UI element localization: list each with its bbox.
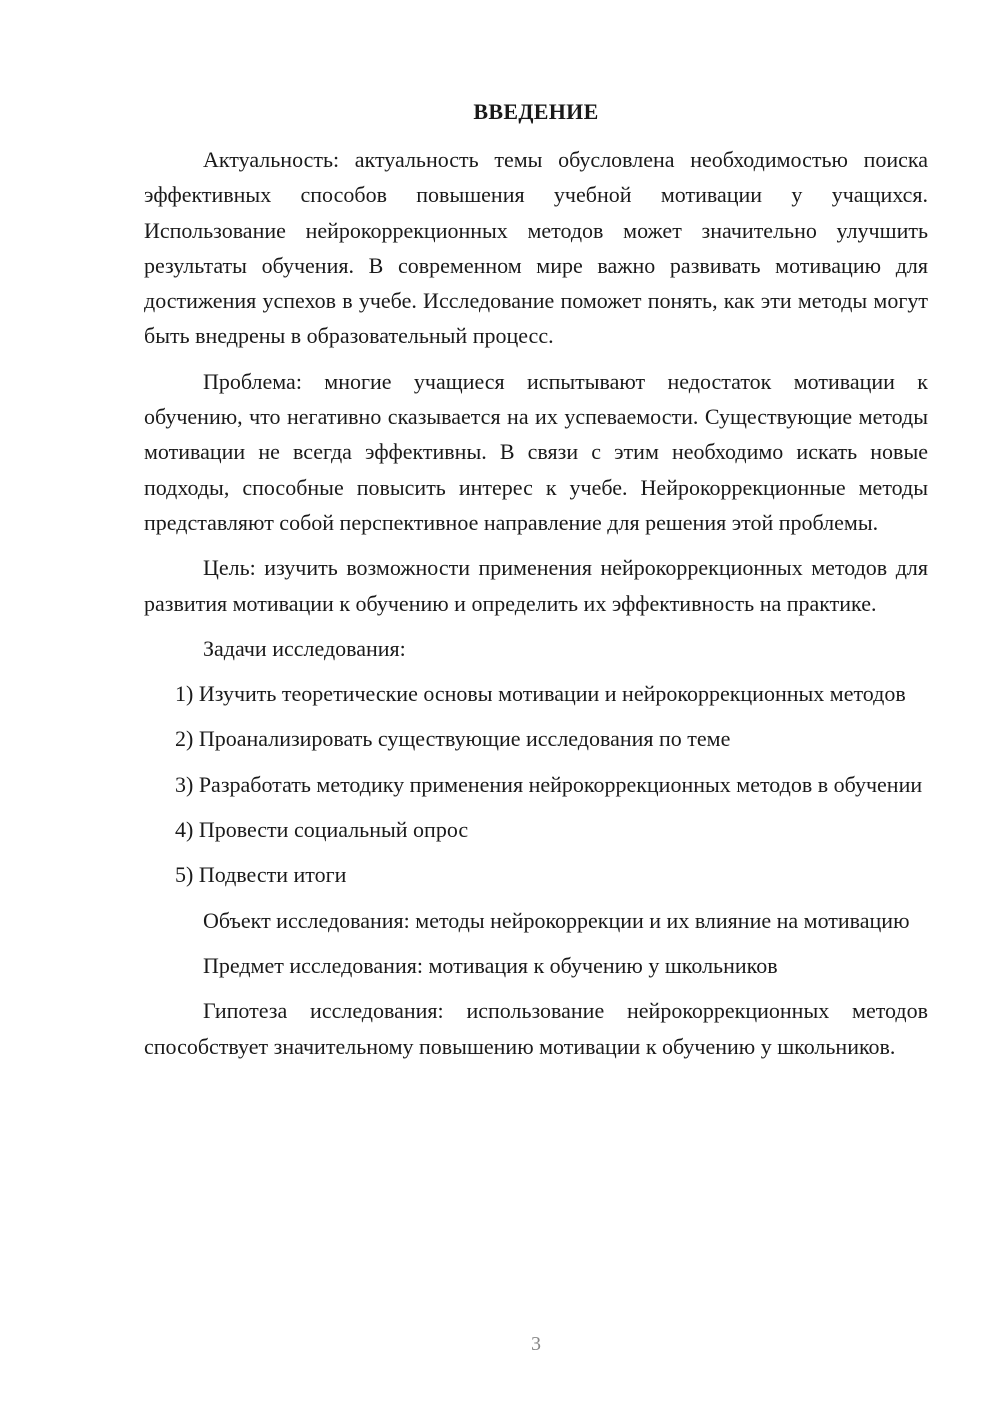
page-title: ВВЕДЕНИЕ (473, 99, 599, 124)
task-item-1: 1) Изучить теоретические основы мотивации и нейрокоррекционных методов (175, 681, 906, 707)
task-item-4: 4) Провести социальный опрос (175, 817, 469, 843)
tasks-heading: Задачи исследования: (203, 635, 406, 661)
relevance-paragraph: Актуальность: актуальность темы обусловлена необходимостью поиска эффективных способов повышения учебной мотивации у учащихся. Использование нейрокоррекционных методов может значительно улучшить результаты обучения. В современном мире важно развивать мотивацию для достижения успехов в учебе. Исследование поможет понять, как эти методы могут быть внедрены в образовательный процесс. (144, 147, 928, 349)
page-number: 3 (531, 1333, 541, 1355)
problem-paragraph: Проблема: многие учащиеся испытывают недостаток мотивации к обучению, что негативно сказывается на их успеваемости. Существующие методы мотивации не всегда эффективны. В связи с этим необходимо искать новые подходы, способные повысить интерес к учебе. Нейрокоррекционные методы представляют собой перспективное направление для решения этой проблемы. (144, 368, 928, 535)
hypothesis-paragraph: Гипотеза исследования: использование нейрокоррекционных методов способствует значительному повышению мотивации к обучению у школьников. (144, 998, 928, 1059)
task-item-2: 2) Проанализировать существующие исследования по теме (175, 726, 731, 752)
task-item-5: 5) Подвести итоги (175, 862, 347, 888)
object-paragraph: Объект исследования: методы нейрокоррекции и их влияние на мотивацию (203, 907, 910, 933)
subject-paragraph: Предмет исследования: мотивация к обучению у школьников (203, 952, 778, 978)
body-text (144, 142, 928, 1074)
goal-paragraph: Цель: изучить возможности применения нейрокоррекционных методов для развития мотивации к обучению и определить их эффективность на практике. (144, 555, 928, 616)
task-item-3: 3) Разработать методику применения нейрокоррекционных методов в обучении (175, 771, 923, 797)
